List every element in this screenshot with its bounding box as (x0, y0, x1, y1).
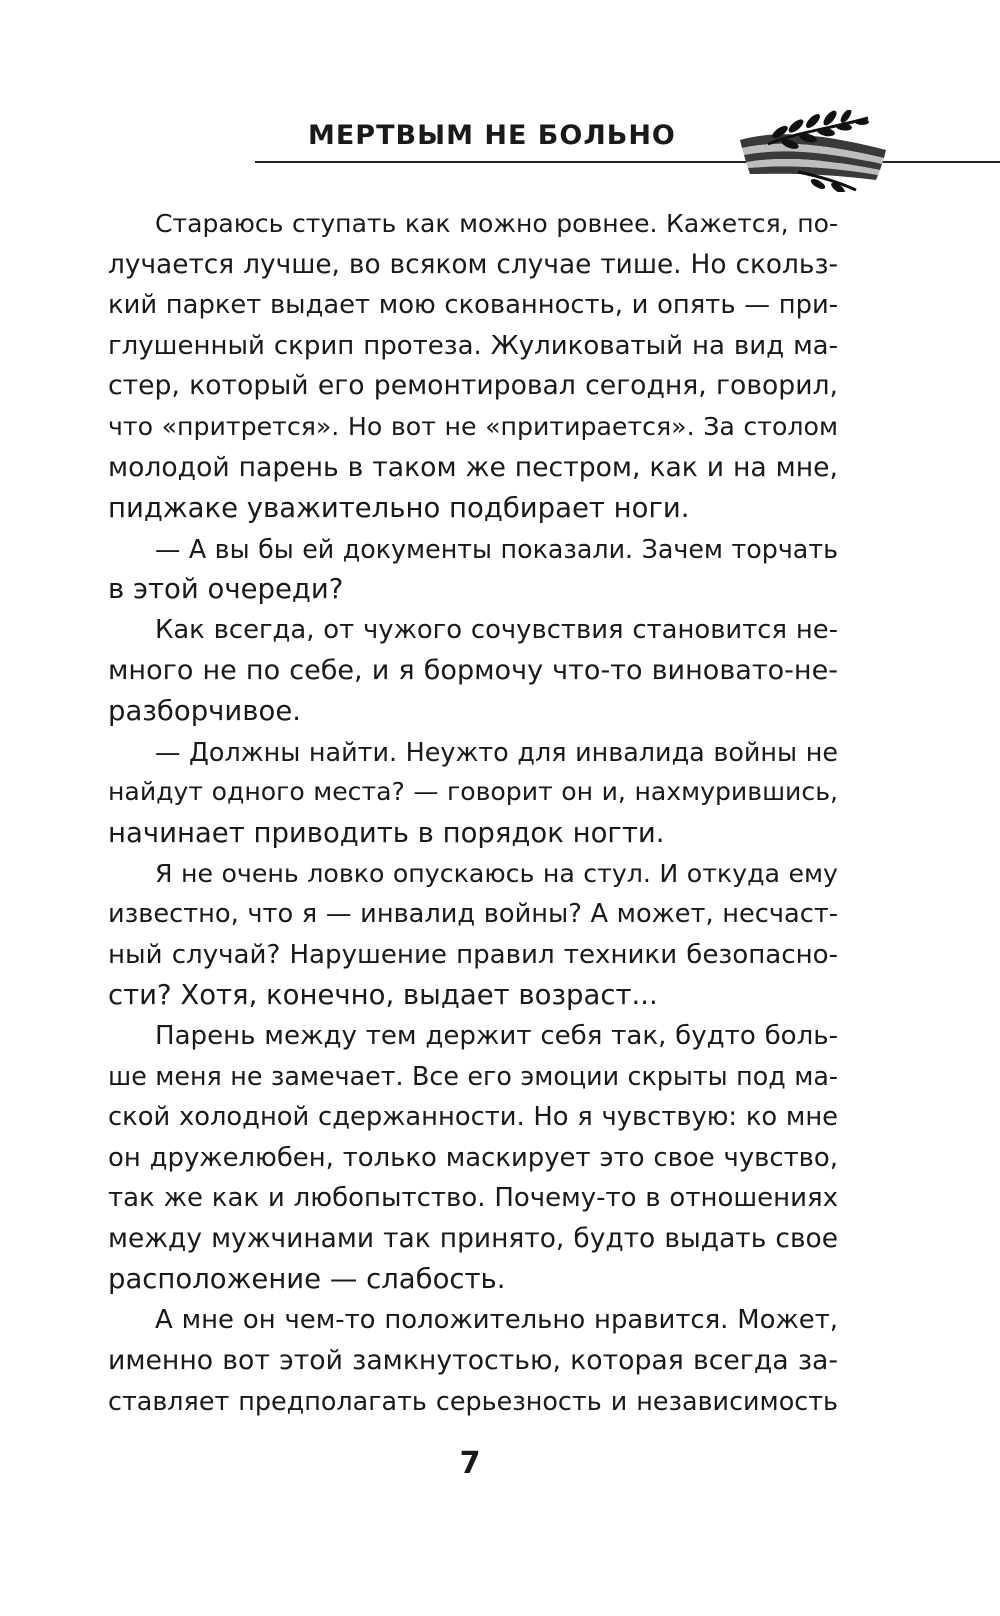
text-line: известно, что я — инвалид войны? А может, несчаст- (108, 899, 838, 930)
paragraph-5 (108, 854, 838, 1016)
text-line: ставляет предполагать серьезность и независимость (108, 1386, 838, 1417)
text-line: ской холодной сдержанности. Но я чувствую: ко мне (108, 1102, 838, 1133)
text-line: именно вот этой замкнутостью, которая всегда за- (108, 1344, 838, 1376)
paragraph-7 (108, 1300, 838, 1422)
text-line: стер, который его ремонтировал сегодня, говорил, (108, 370, 838, 402)
text-line: А мне он чем-то положительно нравится. Может, (155, 1305, 838, 1336)
text-line: разборчивое. (108, 695, 301, 728)
text-line: начинает приводить в порядок ногти. (108, 816, 665, 849)
page-number: 7 (459, 1446, 481, 1481)
text-line: Как всегда, от чужого сочувствия становится не- (155, 614, 838, 645)
text-line: Парень между тем держит себя так, будто боль- (155, 1020, 838, 1051)
paragraph-2 (108, 529, 838, 610)
text-line: молодой парень в таком же пестром, как и на мне, (108, 451, 838, 483)
paragraph-1 (108, 204, 838, 529)
text-line: пиджаке уважительно подбирает ноги. (108, 492, 690, 525)
text-line: — Должны найти. Неужто для инвалида войны не (155, 736, 838, 767)
text-line: глушенный скрип протеза. Жуликоватый на вид ма- (108, 330, 838, 361)
paragraph-4 (108, 732, 838, 854)
text-line: много не по себе, и я бормочу что-то виновато-не- (108, 654, 838, 686)
text-line: так же как и любопытство. Почему-то в отношениях (108, 1183, 838, 1214)
laurel-ribbon-icon (738, 110, 888, 192)
running-header-title: МЕРТВЫМ НЕ БОЛЬНО (308, 120, 676, 151)
text-line: лучается лучше, во всяком случае тише. Но скольз- (108, 249, 838, 280)
text-line: Стараюсь ступать как можно ровнее. Кажется, по- (155, 209, 838, 238)
text-line: — А вы бы ей документы показали. Зачем торчать (155, 533, 838, 564)
text-line: что «притрется». Но вот не «притирается». За столом (108, 411, 838, 441)
text-line: ше меня не замечает. Все его эмоции скрыты под ма- (108, 1061, 838, 1092)
text-line: Я не очень ловко опускаюсь на стул. И откуда ему (155, 858, 838, 888)
text-line: сти? Хотя, конечно, выдает возраст... (108, 979, 658, 1012)
text-line: ный случай? Нарушение правил техники безопасно- (108, 939, 838, 970)
text-line: в этой очереди? (108, 573, 344, 606)
text-line: найдут одного места? — говорит он и, нахмурившись, (108, 777, 838, 807)
header-rule (255, 161, 1000, 163)
text-line: между мужчинами так принято, будто выдать свое (108, 1222, 838, 1254)
text-line: он дружелюбен, только маскирует это свое чувство, (108, 1142, 838, 1173)
text-line: расположение — слабость. (108, 1263, 506, 1296)
paragraph-6 (108, 1016, 838, 1300)
text-line: кий паркет выдает мою скованность, и опять — при- (108, 290, 838, 321)
paragraph-3 (108, 610, 838, 732)
body-text (108, 204, 838, 1422)
